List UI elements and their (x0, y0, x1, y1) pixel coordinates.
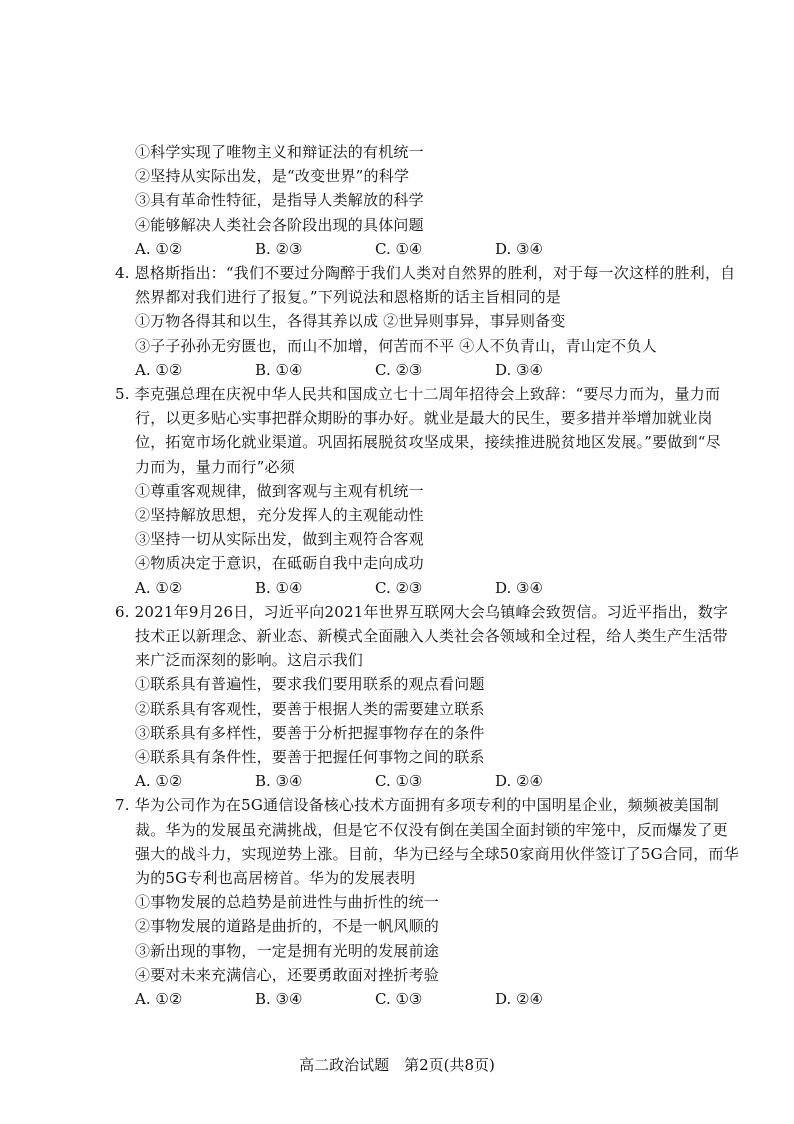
statement-item: ④物质决定于意识，在砥砺自我中走向成功 (135, 554, 424, 573)
statement-item: ④能够解决人类社会各阶段出现的具体问题 (135, 215, 424, 234)
statement-item: ①万物各得其和以生，各得其养以成 ②世异则事异，事异则备变 (135, 312, 566, 331)
question-text: 来广泛而深刻的影响。这启示我们 (135, 651, 364, 670)
answer-option: B. ①④ (255, 578, 303, 597)
answer-option: A. ①② (135, 360, 183, 379)
answer-option: D. ③④ (495, 578, 543, 597)
question-text: 裁。华为的发展虽充满挑战，但是它不仅没有倒在美国全面封锁的牢笼中，反而爆发了更 (135, 820, 728, 839)
answer-option: A. ①② (135, 578, 183, 597)
answer-option: C. ①④ (375, 239, 423, 258)
answer-option: C. ①③ (375, 990, 423, 1008)
statement-item: ①联系具有普遍性，要求我们要用联系的观点看问题 (135, 675, 485, 694)
question-text: 强大的战斗力，实现逆势上涨。目前，华为已经与全球50家商用伙伴签订了5G合同，而华 (135, 844, 739, 863)
question-stem: 6. 2021年9月26日，习近平向2021年世界互联网大会乌镇峰会致贺信。习近平指出，数字 (115, 602, 729, 621)
question-text: 力而为，量力而行”必须 (135, 457, 295, 476)
question-stem: 5. 李克强总理在庆祝中华人民共和国成立七十二周年招待会上致辞：“要尽力而为，量力而 (115, 385, 721, 403)
question-stem: 4. 恩格斯指出：“我们不要过分陶醉于我们人类对自然界的胜利，对于每一次这样的胜利，自 (115, 264, 736, 282)
statement-item: ③联系具有多样性，要善于分析把握事物存在的条件 (135, 723, 485, 742)
question-text: 行，以更多贴心实事把群众期盼的事办好。就业是最大的民生，要多措并举增加就业岗 (135, 409, 713, 428)
statement-item: ④联系具有条件性，要善于把握任何事物之间的联系 (135, 748, 485, 766)
answer-option: A. ①② (135, 239, 183, 258)
answer-option: C. ②③ (375, 360, 423, 379)
statement-item: ④要对未来充满信心，还要勇敢面对挫折考验 (135, 965, 440, 984)
answer-option: A. ①② (135, 990, 183, 1008)
answer-option: D. ③④ (495, 360, 543, 379)
answer-option: B. ③④ (255, 772, 303, 791)
page-footer: 高二政治试题 第2页(共8页) (299, 1056, 495, 1074)
question-text: 然界都对我们进行了报复。”下列说法和恩格斯的话主旨相同的是 (135, 288, 561, 307)
question-text: 位，拓宽市场化就业渠道。巩固拓展脱贫攻坚成果，接续推进脱贫地区发展。”要做到“尽 (135, 433, 721, 452)
statement-item: ③子子孙孙无穷匮也，而山不加增，何苦而不平 ④人不负青山，青山定不负人 (135, 336, 657, 355)
answer-option: C. ①③ (375, 772, 423, 791)
statement-item: ①尊重客观规律，做到客观与主观有机统一 (135, 481, 424, 500)
statement-item: ③具有革命性特征，是指导人类解放的科学 (135, 191, 424, 210)
statement-item: ②联系具有客观性，要善于根据人类的需要建立联系 (135, 699, 485, 718)
answer-option: B. ①④ (255, 360, 303, 379)
statement-item: ②事物发展的道路是曲折的，不是一帆风顺的 (135, 917, 440, 936)
statement-item: ③新出现的事物，一定是拥有光明的发展前途 (135, 941, 440, 960)
answer-option: D. ②④ (495, 990, 543, 1008)
statement-item: ③坚持一切从实际出发，做到主观符合客观 (135, 530, 424, 549)
answer-option: D. ②④ (495, 772, 543, 791)
statement-item: ①事物发展的总趋势是前进性与曲折性的统一 (135, 893, 440, 912)
question-text: 技术正以新理念、新业态、新模式全面融入人类社会各领域和全过程，给人类生产生活带 (135, 627, 728, 645)
question-text: 为的5G专利也高居榜首。华为的发展表明 (135, 869, 416, 887)
answer-option: C. ②③ (375, 578, 423, 597)
answer-option: B. ③④ (255, 990, 303, 1008)
statement-item: ②坚持从实际出发，是“改变世界”的科学 (135, 167, 410, 186)
answer-option: A. ①② (135, 772, 183, 791)
answer-option: B. ②③ (255, 239, 303, 258)
statement-item: ①科学实现了唯物主义和辩证法的有机统一 (135, 143, 424, 161)
question-stem: 7. 华为公司作为在5G通信设备核心技术方面拥有多项专利的中国明星企业，频频被美国制 (115, 796, 720, 815)
answer-option: D. ③④ (495, 239, 543, 258)
statement-item: ②坚持解放思想，充分发挥人的主观能动性 (135, 506, 424, 524)
